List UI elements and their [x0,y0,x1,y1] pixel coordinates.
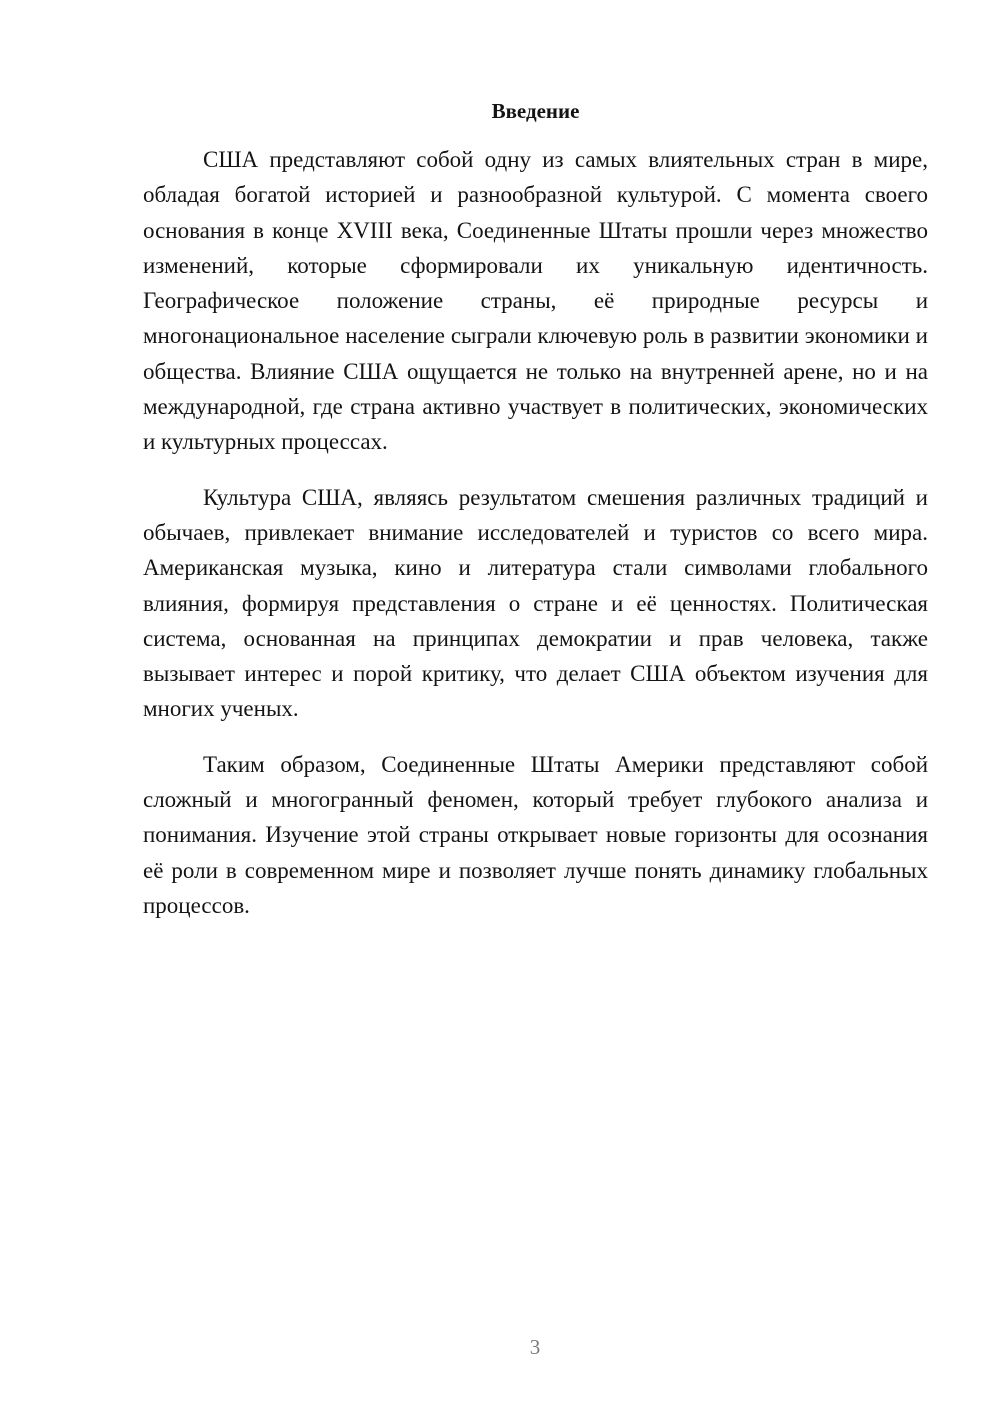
paragraph: Культура США, являясь результатом смешения различных традиций и обычаев, привлекает внимание исследователей и туристов со всего мира. Американская музыка, кино и литература стали символами глобального влияния, формируя представления о стране и её ценностях. Политическая система, основанная на принципах демократии и прав человека, также вызывает интерес и порой критику, что делает США объектом изучения для многих ученых. [143,484,928,722]
section-heading: Введение [491,99,580,123]
paragraph: Таким образом, Соединенные Штаты Америки представляют собой сложный и многогранный феномен, который требует глубокого анализа и понимания. Изучение этой страны открывает новые горизонты для осознания её роли в современном мире и позволяет лучше понять динамику глобальных процессов. [143,751,928,918]
body-text [143,142,928,943]
page-number: 3 [529,1335,541,1359]
paragraph: США представляют собой одну из самых влиятельных стран в мире, обладая богатой историей и разнообразной культурой. С момента своего основания в конце XVIII века, Соединенные Штаты прошли через множество изменений, которые сформировали их уникальную идентичность. Географическое положение страны, её природные ресурсы и многонациональное население сыграли ключевую роль в развитии экономики и общества. Влияние США ощущается не только на внутренней арене, но и на международной, где страна активно участвует в политических, экономических и культурных процессах. [143,147,928,455]
